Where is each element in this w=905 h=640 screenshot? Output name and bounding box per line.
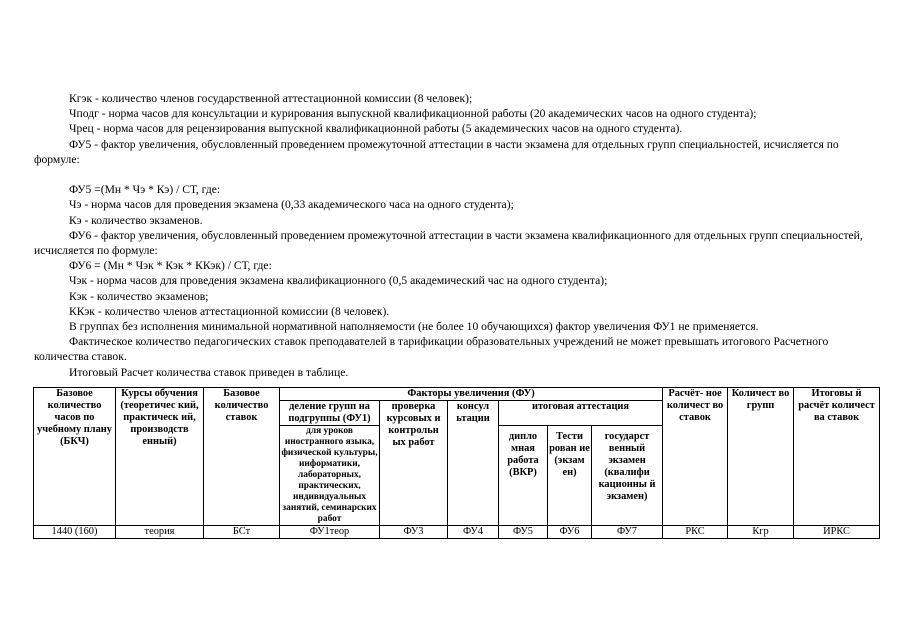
header-testing: Тести рован ие (экзам ен) bbox=[548, 426, 592, 526]
header-row-1 bbox=[34, 388, 880, 401]
header-base-hours: Базовое количество часов по учебному плану (БКЧ) bbox=[34, 388, 116, 526]
paragraph-kkek: ККэк - количество членов аттестационной комиссии (8 человек). bbox=[69, 304, 390, 318]
table-row bbox=[34, 526, 880, 539]
cell-base-hours: 1440 (160) bbox=[34, 526, 116, 539]
header-factors: Факторы увеличения (ФУ) bbox=[280, 388, 663, 401]
paragraph-table-intro: Итоговый Расчет количества ставок приведен в таблице. bbox=[69, 365, 349, 379]
paragraph-fu6-definition: ФУ6 - фактор увеличения, обусловленный проведением промежуточной аттестации в части экзамена квалификационного для отдельных групп специальностей, исчисляется по формуле: bbox=[34, 228, 863, 258]
header-courses: Курсы обучения (теоретичес кий, практическ ий, производств енный) bbox=[116, 388, 204, 526]
cell-fu1: ФУ1теор bbox=[280, 526, 380, 539]
cell-fu7: ФУ7 bbox=[592, 526, 663, 539]
cell-fu4: ФУ4 bbox=[448, 526, 499, 539]
header-group-split-note: для уроков иностранного языка, физической культуры, информатики, лабораторных, практических, индивидуальных занятий, семинарских работ bbox=[281, 426, 378, 524]
cell-courses: теория bbox=[116, 526, 204, 539]
header-state-exam: государст венный экзамен (квалифи кационны й экзамен) bbox=[592, 426, 663, 526]
paragraph-chpodg: Чподг - норма часов для консультации и курирования выпускной квалификационной работы (20 академических часов на одного студента); bbox=[69, 107, 757, 121]
paragraph-chrec: Чрец - норма часов для рецензирования выпускной квалификационной работы (5 академических часов на одного студента). bbox=[69, 122, 683, 136]
paragraph-actual-rates: Фактическое количество педагогических ставок преподавателей в тарификации образовательных учреждений не может превышать итогового Расчетного количества ставок. bbox=[34, 335, 829, 364]
cell-rks: РКС bbox=[663, 526, 728, 539]
header-group-split: деление групп на подгруппы (ФУ1) bbox=[280, 401, 380, 426]
header-diploma: дипло мная работа (ВКР) bbox=[499, 426, 548, 526]
paragraph-kgek: Кгэк - количество членов государственной аттестационной комиссии (8 человек); bbox=[69, 92, 473, 105]
paragraph-fu6-formula: ФУ6 = (Мн * Чэк * Кэк * ККэк) / СТ, где: bbox=[69, 259, 272, 273]
rates-calculation-table bbox=[33, 387, 880, 539]
cell-fu6: ФУ6 bbox=[548, 526, 592, 539]
header-consult: консул ьтации bbox=[448, 401, 499, 526]
header-total-rates: Итоговы й расчёт количест ва ставок bbox=[794, 388, 880, 526]
paragraph-kek: Кэк - количество экзаменов; bbox=[69, 289, 209, 303]
cell-irks: ИРКС bbox=[794, 526, 880, 539]
cell-fu5: ФУ5 bbox=[499, 526, 548, 539]
cell-base-rates: БСт bbox=[204, 526, 280, 539]
paragraph-fu5-formula: ФУ5 =(Мн * Чэ * Кэ) / СТ, где: bbox=[69, 183, 221, 197]
blank-line bbox=[34, 167, 870, 182]
header-groups-count: Количест во групп bbox=[728, 388, 794, 526]
header-base-rates: Базовое количество ставок bbox=[204, 388, 280, 526]
cell-kgr: Кгр bbox=[728, 526, 794, 539]
paragraph-che: Чэ - норма часов для проведения экзамена (0,33 академического часа на одного студента); bbox=[69, 198, 514, 212]
cell-fu3: ФУ3 bbox=[380, 526, 448, 539]
header-checking: проверка курсовых и контрольн ых работ bbox=[380, 401, 448, 526]
paragraph-ke: Кэ - количество экзаменов. bbox=[69, 213, 203, 227]
paragraph-chek: Чэк - норма часов для проведения экзамена квалификационного (0,5 академический час на одного студента); bbox=[69, 274, 608, 288]
paragraph-min-fill: В группах без исполнения минимальной нормативной наполняемости (не более 10 обучающихся) фактор увеличения ФУ1 не применяется. bbox=[69, 320, 759, 334]
paragraph-fu5-definition: ФУ5 - фактор увеличения, обусловленный проведением промежуточной аттестации в части экзамена для отдельных групп специальностей, исчисляется по формуле: bbox=[34, 137, 839, 166]
document-text bbox=[34, 91, 870, 380]
header-final-attest: итоговая аттестация bbox=[499, 401, 663, 426]
header-calc-rates: Расчёт- ное количест во ставок bbox=[663, 388, 728, 526]
